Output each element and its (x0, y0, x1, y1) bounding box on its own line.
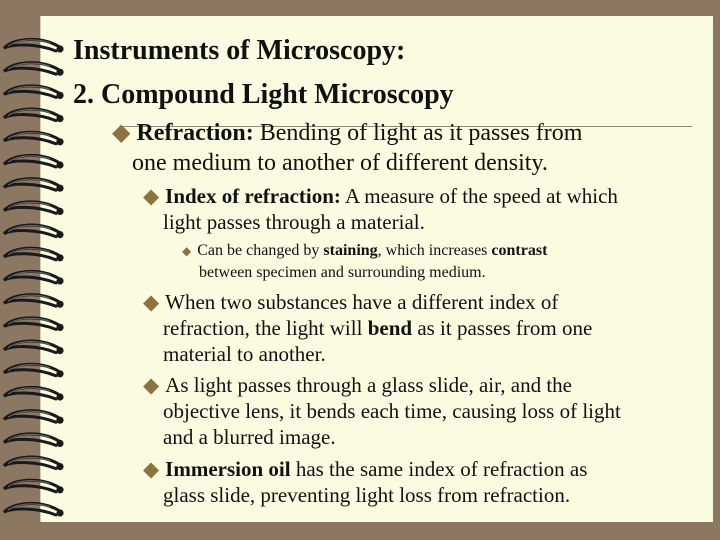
bullet-glass-slide-line3: and a blurred image. (163, 425, 336, 449)
binding-ring (4, 155, 64, 168)
bullet-index-line2: light passes through a material. (163, 210, 425, 234)
binding-ring (4, 387, 64, 400)
binding-ring (4, 503, 64, 516)
binding-ring (4, 457, 64, 470)
spiral-binding (0, 0, 80, 540)
binding-ring (4, 63, 64, 76)
bullet-text: has the same index of refraction as (290, 457, 588, 481)
bullet-text: A measure of the speed at which (340, 184, 618, 208)
diamond-bullet-icon: ◆ (143, 373, 160, 397)
binding-ring (4, 39, 64, 52)
bullet-refraction (112, 118, 582, 148)
bullet-term: Immersion oil (165, 457, 291, 481)
bullet-text: , which increases (377, 242, 492, 259)
diamond-bullet-icon: ◆ (143, 457, 160, 481)
binding-ring (4, 202, 64, 215)
diamond-bullet-icon: ◆ (182, 244, 192, 258)
bullet-bold-contrast: contrast (491, 242, 548, 259)
bullet-index-of-refraction (143, 183, 618, 209)
bullet-text: When two substances have a different index of (165, 290, 559, 314)
bullet-immersion-oil-line2: glass slide, preventing light loss from refraction. (163, 483, 571, 507)
bullet-bold-staining: staining (323, 242, 378, 259)
bullet-different-index-line2 (163, 315, 592, 341)
bullet-staining (182, 240, 547, 262)
binding-ring (4, 132, 64, 145)
diamond-bullet-icon: ◆ (112, 120, 131, 146)
binding-ring (4, 179, 64, 192)
bullet-staining-line2: between specimen and surrounding medium. (199, 264, 486, 281)
binding-ring (4, 480, 64, 493)
binding-ring (4, 341, 64, 354)
bullet-term: Index of refraction: (165, 184, 341, 208)
bullet-text: As light passes through a glass slide, air, and the (165, 373, 573, 397)
bullet-text: Bending of light as it passes from (253, 120, 583, 146)
bullet-term: Refraction: (136, 120, 254, 146)
binding-ring (4, 271, 64, 284)
binding-ring (4, 109, 64, 122)
bullet-immersion-oil (143, 456, 587, 482)
bullet-glass-slide-line2: objective lens, it bends each time, causing loss of light (163, 399, 621, 423)
binding-ring (4, 225, 64, 238)
binding-ring (4, 295, 64, 308)
binding-ring (4, 364, 64, 377)
binding-ring (4, 86, 64, 99)
binding-ring (4, 248, 64, 261)
binding-ring (4, 434, 64, 447)
diamond-bullet-icon: ◆ (143, 184, 160, 208)
bullet-text: as it passes from one (412, 316, 593, 340)
bullet-different-index-line3: material to another. (163, 342, 326, 366)
binding-ring (4, 411, 64, 424)
slide-title-line1: Instruments of Microscopy: (73, 35, 406, 66)
slide-title-line2: 2. Compound Light Microscopy (73, 79, 454, 110)
bullet-bold-bend: bend (367, 316, 413, 340)
binding-ring (4, 318, 64, 331)
bullet-text: Can be changed by (197, 242, 324, 259)
diamond-bullet-icon: ◆ (143, 290, 160, 314)
bullet-refraction-line2: one medium to another of different density. (132, 150, 548, 176)
bullet-text: refraction, the light will (163, 316, 368, 340)
bullet-glass-slide (143, 372, 572, 398)
bullet-different-index (143, 289, 558, 315)
